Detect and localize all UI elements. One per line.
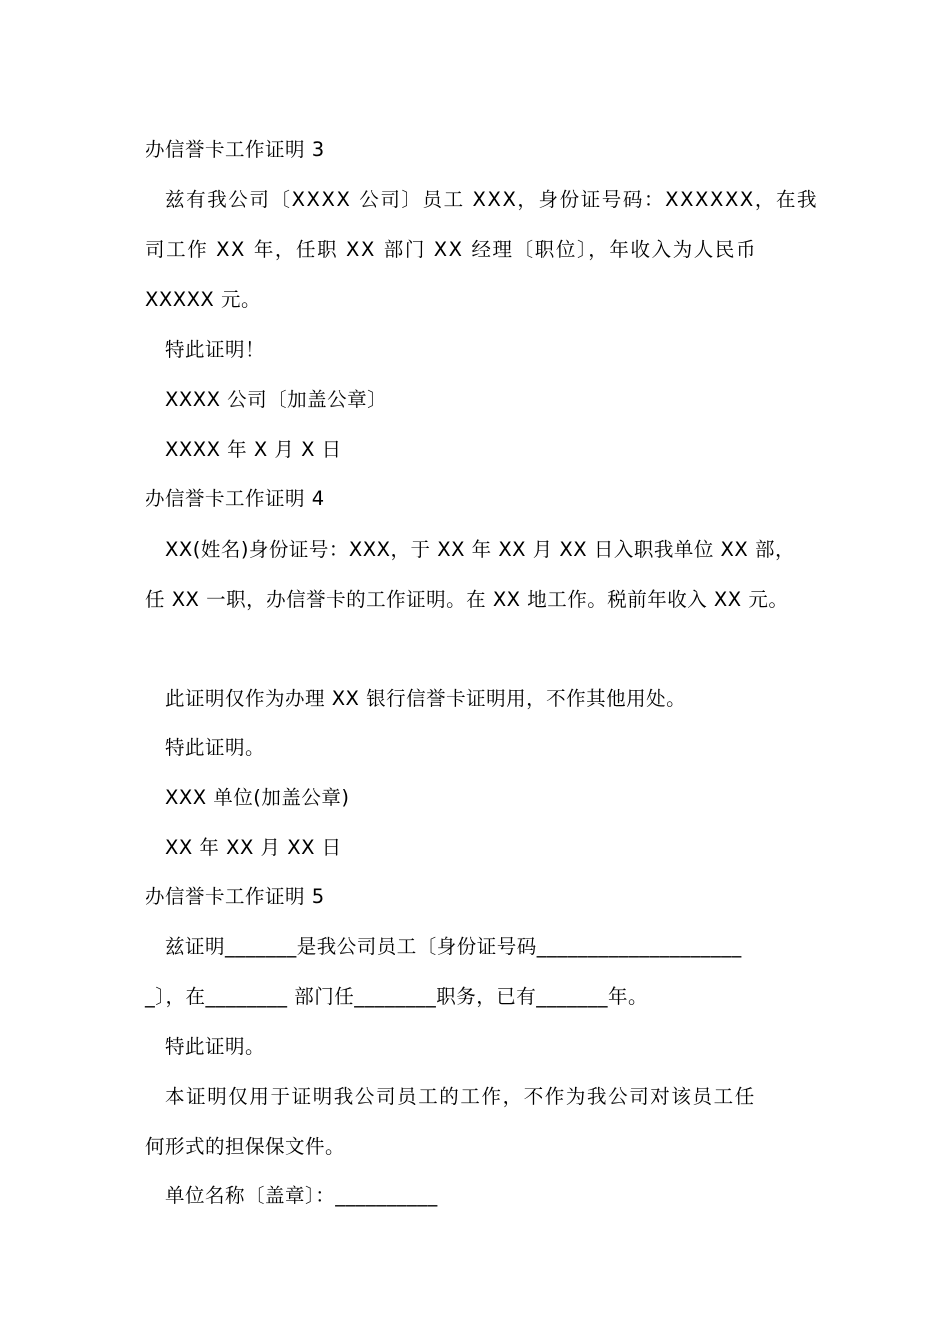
paragraph-line: 本证明仅用于证明我公司员工的工作，不作为我公司对该员工任 bbox=[165, 1085, 756, 1108]
company-seal-line: XXXX 公司〔加盖公章〕 bbox=[165, 388, 388, 411]
paragraph-line: 任 XX 一职，办信誉卡的工作证明。在 XX 地工作。税前年收入 XX 元。 bbox=[145, 588, 789, 611]
section-heading: 办信誉卡工作证明 5 bbox=[145, 885, 325, 908]
paragraph-line: 此证明仅作为办理 XX 银行信誉卡证明用，不作其他用处。 bbox=[165, 687, 687, 710]
signature-line: 单位名称〔盖章〕：__________ bbox=[165, 1184, 438, 1207]
closing-statement: 特此证明。 bbox=[165, 1035, 266, 1058]
paragraph-line: XX(姓名)身份证号：XXX，于 XX 年 XX 月 XX 日入职我单位 XX 部， bbox=[165, 538, 795, 561]
date-line: XXXX 年 X 月 X 日 bbox=[165, 438, 342, 461]
company-seal-line: XXX 单位(加盖公章) bbox=[165, 786, 350, 809]
paragraph-line: 兹证明_______是我公司员工〔身份证号码____________________ bbox=[165, 935, 742, 958]
paragraph-line: XXXXX 元。 bbox=[145, 288, 261, 311]
closing-statement: 特此证明。 bbox=[165, 736, 266, 759]
section-heading: 办信誉卡工作证明 4 bbox=[145, 487, 325, 510]
paragraph-line: 兹有我公司〔XXXX 公司〕员工 XXX，身份证号码：XXXXXX，在我 bbox=[165, 188, 819, 211]
paragraph-line: 何形式的担保保文件。 bbox=[145, 1135, 346, 1158]
paragraph-line: 司工作 XX 年，任职 XX 部门 XX 经理〔职位〕，年收入为人民币 bbox=[145, 238, 758, 261]
closing-statement: 特此证明！ bbox=[165, 338, 266, 361]
paragraph-line: _〕，在________ 部门任________职务，已有_______年。 bbox=[145, 985, 648, 1008]
section-heading: 办信誉卡工作证明 3 bbox=[145, 138, 325, 161]
date-line: XX 年 XX 月 XX 日 bbox=[165, 836, 342, 859]
